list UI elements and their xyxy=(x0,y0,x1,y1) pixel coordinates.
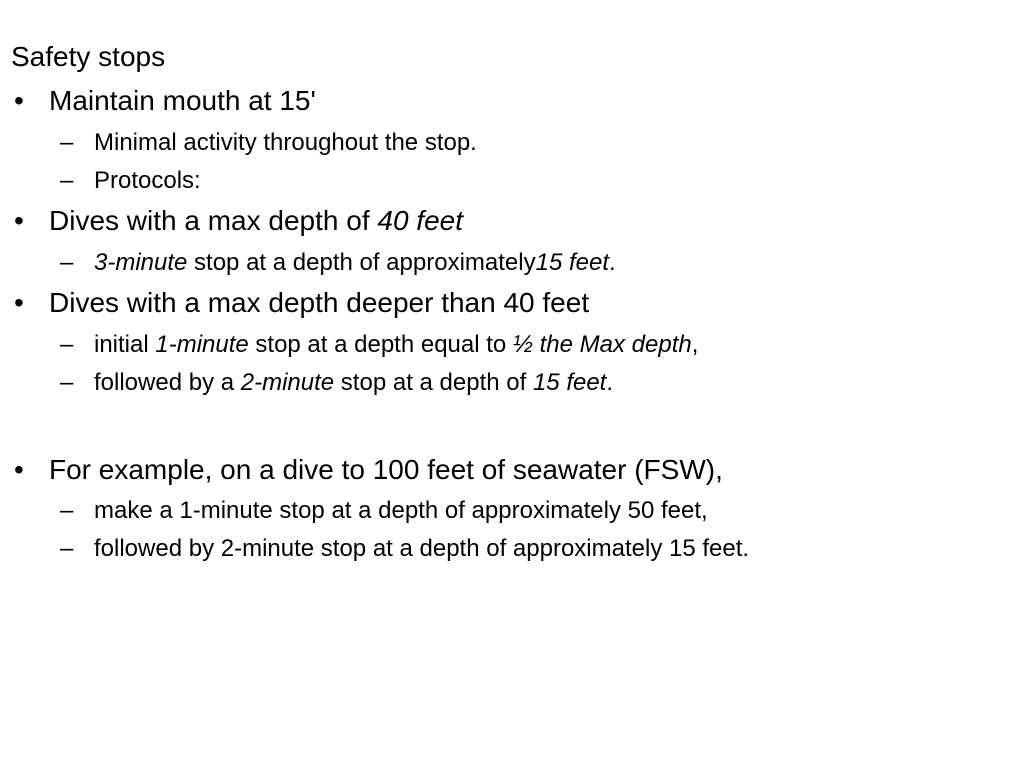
sub-item-italic: 15 feet xyxy=(535,249,609,276)
sub-item-text: Minimal activity throughout the stop. xyxy=(94,129,477,156)
sub-item-text xyxy=(94,369,613,397)
bullet-text: Maintain mouth at 15' xyxy=(49,85,316,116)
bullet-text: For example, on a dive to 100 feet of seawater (FSW), xyxy=(49,454,723,485)
sub-item-text: followed by 2-minute stop at a depth of approximately 15 feet. xyxy=(94,535,750,562)
sub-item-italic: 15 feet xyxy=(532,369,607,396)
dash-glyph: – xyxy=(60,331,74,358)
sub-item-part: stop at a depth of xyxy=(334,369,533,396)
dash-glyph: – xyxy=(60,249,74,276)
sub-item-part: initial xyxy=(94,331,156,358)
sub-item-part: stop at a depth of approximately xyxy=(187,249,536,276)
sub-item-italic: 3-minute xyxy=(94,249,188,276)
sub-item-part: . xyxy=(606,369,614,396)
dash-glyph: – xyxy=(60,497,74,524)
sub-item-text xyxy=(94,249,616,277)
bullet-glyph: • xyxy=(14,85,24,116)
sub-item-italic: ½ the Max depth xyxy=(512,331,692,358)
dash-glyph: – xyxy=(60,535,74,562)
sub-item-text: Protocols: xyxy=(94,167,201,194)
bullet-glyph: • xyxy=(14,205,24,236)
bullet-text: Dives with a max depth deeper than 40 feet xyxy=(49,287,590,318)
sub-item-part: followed by a xyxy=(94,369,241,396)
sub-item-text: make a 1-minute stop at a depth of approximately 50 feet, xyxy=(94,497,708,524)
bullet-text xyxy=(49,204,463,238)
sub-item-text xyxy=(94,331,698,359)
dash-glyph: – xyxy=(60,369,74,396)
dash-glyph: – xyxy=(60,129,74,156)
sub-item-part: stop at a depth equal to xyxy=(248,331,513,358)
sub-item-italic: 2-minute xyxy=(240,369,335,396)
sub-item-part: . xyxy=(609,249,616,276)
bullet-text-italic: 40 feet xyxy=(377,205,464,236)
sub-item-italic: 1-minute xyxy=(155,331,249,358)
slide-title: Safety stops xyxy=(11,41,166,72)
bullet-glyph: • xyxy=(14,454,24,485)
bullet-text-part: Dives with a max depth of xyxy=(49,205,378,236)
sub-item-part: , xyxy=(691,331,699,358)
bullet-glyph: • xyxy=(14,287,24,318)
dash-glyph: – xyxy=(60,167,74,194)
